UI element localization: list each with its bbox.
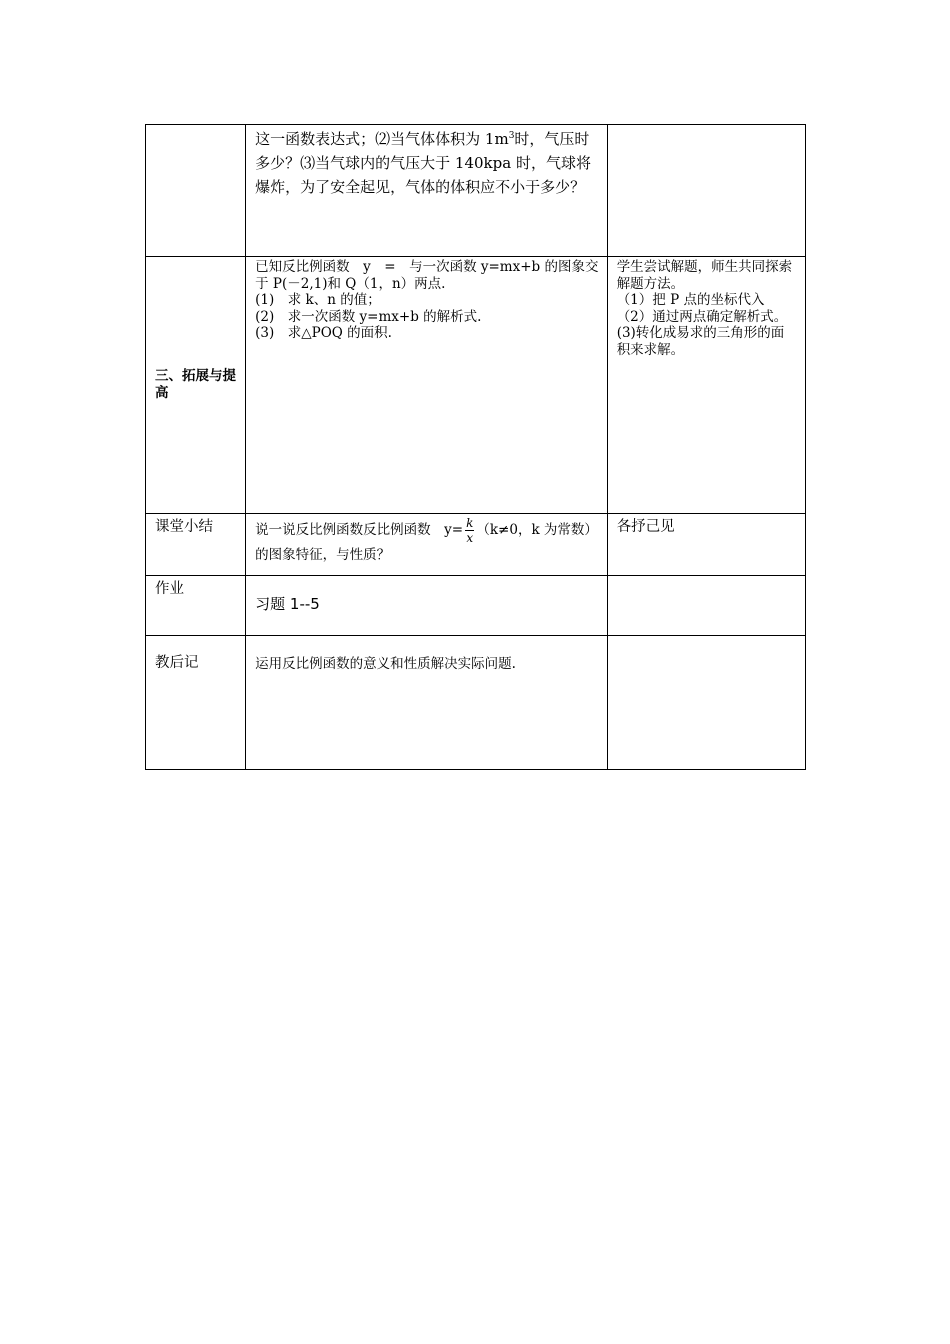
table-row: [146, 576, 806, 636]
content-cell: [246, 125, 608, 257]
notes-cell: [607, 576, 805, 636]
table-row: [146, 125, 806, 257]
row-label-cell: 课堂小结: [146, 514, 246, 576]
row-label-cell: 作业: [146, 576, 246, 636]
content-cell: [246, 576, 608, 636]
notes-cell: [607, 636, 805, 770]
row-label-cell: [146, 125, 246, 257]
notes-cell: [607, 257, 805, 514]
table-row: [146, 636, 806, 770]
content-cell: [246, 257, 608, 514]
problem-text: 已知反比例函数 y = 与一次函数 y=mx+b 的图象交于 P(－2,1)和 Q（1，n）两点. (1) 求 k、n 的值； (2) 求一次函数 y=mx+b 的解析式. (3) 求△POQ 的面积.: [255, 259, 599, 341]
content-cell: [246, 514, 608, 576]
teaching-notes: 学生尝试解题，师生共同探索解题方法。 （1）把 P 点的坐标代入 （2）通过两点确定解析式。 (3)转化成易求的三角形的面积来求解。: [616, 259, 793, 358]
table-row: [146, 257, 806, 514]
row-label-cell: [146, 257, 246, 514]
notes-cell: 各抒己见: [607, 514, 805, 576]
reflection-text: 运用反比例函数的意义和性质解决实际问题.: [255, 656, 516, 672]
notes-cell: [607, 125, 805, 257]
table-row: [146, 514, 806, 576]
section-title: 三、拓展与提高: [155, 368, 236, 401]
fraction-k-over-x: $\frac{k}{x}$: [466, 516, 474, 545]
row-label-cell: 教后记: [146, 636, 246, 770]
gas-problem-text: 这一函数表达式；⑵当气体体积为 $1m^3$时，气压时多少？⑶当气球内的气压大于 140kpa 时，气球将爆炸，为了安全起见，气体的体积应不小于多少？: [255, 130, 591, 196]
content-cell: [246, 636, 608, 770]
summary-text: 说一说反比例函数反比例函数 y= $\frac{k}{x}$ （k≠0，k 为常数）的图象特征，与性质？: [255, 516, 598, 563]
homework-text: 习题 1--5: [255, 595, 320, 613]
lesson-plan-table: [145, 124, 806, 770]
